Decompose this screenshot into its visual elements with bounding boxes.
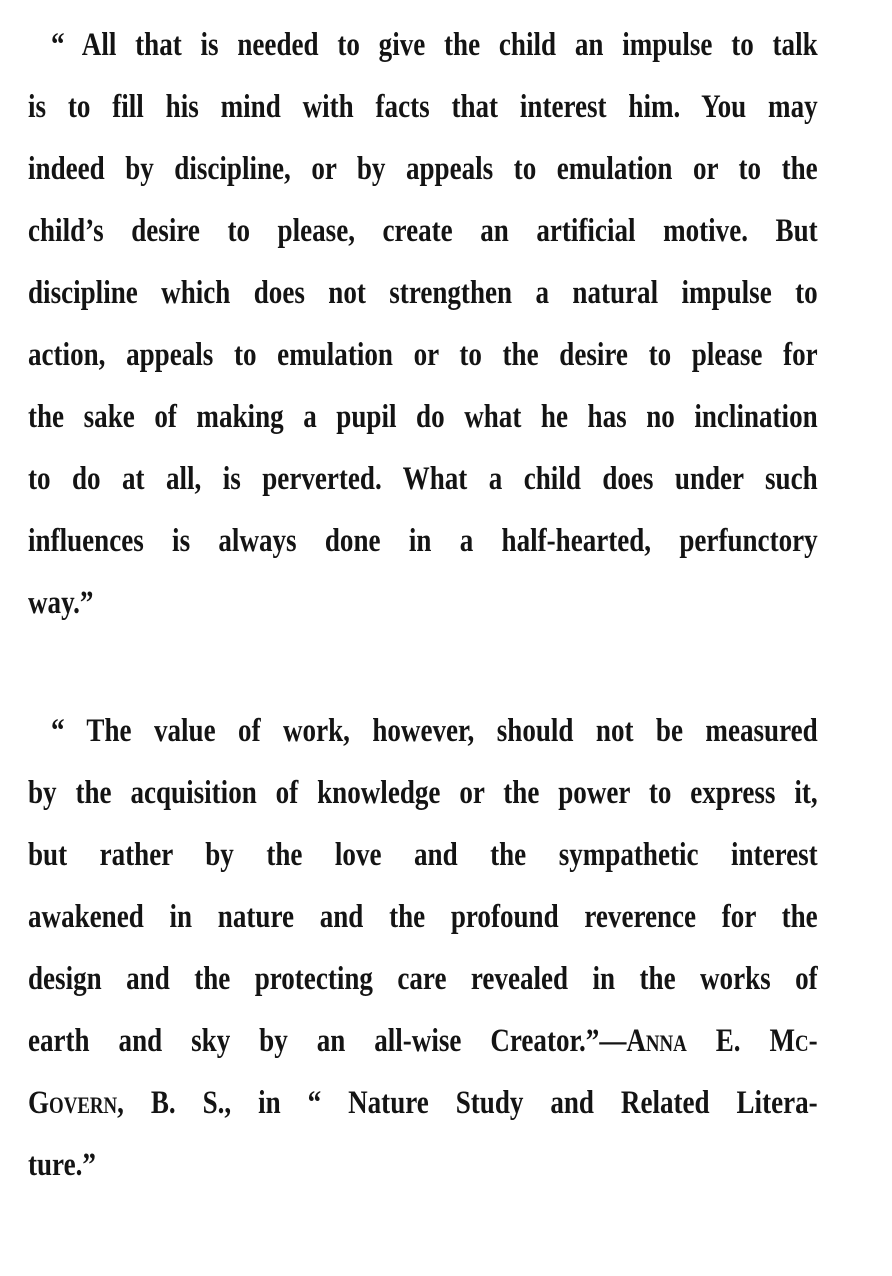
text-line: but rather by the love and the sympathetic interest [28, 837, 818, 873]
attribution-line-2 [28, 1072, 818, 1134]
author-surname: Govern [28, 1085, 118, 1121]
text-line: by the acquisition of knowledge or the power to express it, [28, 775, 818, 811]
text-fragment: earth and sky by an all-wise Creator.”— [28, 1023, 627, 1059]
text-line: “ All that is needed to give the child an impulse to talk [50, 27, 818, 63]
quote-paragraph-1 [28, 14, 818, 634]
text-line: indeed by discipline, or by appeals to emulation or to the [28, 151, 818, 187]
text-line: influences is always done in a half-hearted, perfunctory [28, 523, 818, 559]
text-line: design and the protecting care revealed in the works of [28, 961, 818, 997]
attribution-line-1 [28, 1010, 818, 1072]
text-line: the sake of making a pupil do what he has no inclination [28, 399, 818, 435]
text-line: is to fill his mind with facts that interest him. You may [28, 89, 818, 125]
quote-paragraph-2 [28, 700, 818, 1196]
text-line: action, appeals to emulation or to the desire to please for [28, 337, 818, 373]
text-line: discipline which does not strengthen a natural impulse to [28, 275, 818, 311]
attribution-line-3: ture.” [28, 1147, 96, 1183]
citation-text: , B. S., in “ Nature Study and Related Litera- [117, 1085, 818, 1121]
text-line: awakened in nature and the profound reverence for the [28, 899, 818, 935]
text-line-last: way.” [28, 585, 94, 621]
text-line: child’s desire to please, create an artificial motive. But [28, 213, 818, 249]
text-line: “ The value of work, however, should not be measured [50, 713, 818, 749]
text-line: to do at all, is perverted. What a child does under such [28, 461, 818, 497]
author-name: Anna E. Mc- [626, 1023, 818, 1059]
